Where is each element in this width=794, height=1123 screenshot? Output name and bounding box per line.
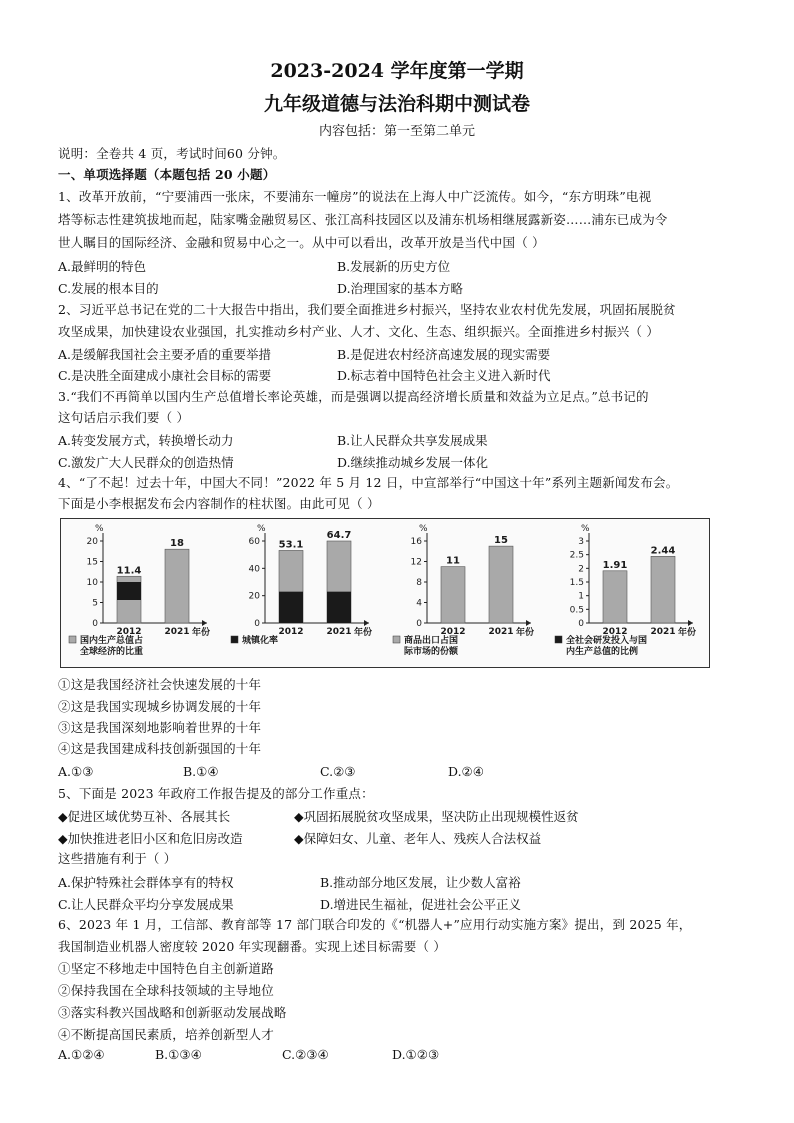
chart-1-ytick-label: 20 [86,537,98,547]
chart-2-category-2021: 2021 [326,627,352,637]
q1-option-b: B.发展新的历史方位 [337,259,451,274]
chart-2-dark-segment-2021 [327,592,351,623]
q1-line-3: 世人瞩目的国际经济、金融和贸易中心之一。从中可以看出，改革开放是当代中国（ ） [58,235,545,250]
q4-statement-4: ④这是我国建成科技创新强国的十年 [58,741,262,756]
chart-2-x-arrow [364,620,369,626]
chart-2-ytick-label: 60 [248,537,260,547]
chart-3-legend-text: 际市场的份额 [404,647,459,657]
chart-3-ytick-label: 8 [416,578,422,588]
chart-3-x-arrow [526,620,531,626]
chart-4-ytick-label: 1 [578,591,584,602]
chart-1-ytick-label: 5 [92,598,98,609]
chart-4-legend-swatch [555,636,562,643]
chart-4-data-label-2012: 1.91 [602,559,628,571]
q1-option-c: C.发展的根本目的 [58,281,159,296]
q5-option-c: C.让人民群众平均分享发展成果 [58,897,234,912]
q1-option-a: A.最鲜明的特色 [58,259,147,274]
chart-4-ytick-label: 0 [578,619,584,629]
exam-title: 九年级道德与法治科期中测试卷 [263,93,530,115]
q4-option-c: C.②③ [320,764,356,779]
chart-1-category-2021: 2021 [164,627,190,637]
chart-1-data-label-2021: 18 [170,538,184,550]
chart-2-xlabel: 年份 [353,628,373,638]
chart-3-legend-text: 商品出口占国 [404,636,459,646]
chart-1-category-2012: 2012 [116,627,142,637]
chart-3-ytick-label: 12 [410,557,422,568]
chart-1-ytick-label: 15 [86,557,98,568]
chart-3-data-label-2012: 11 [446,555,460,567]
chart-1-legend-text: 国内生产总值占 [80,636,144,646]
chart-4-ytick-label: 3 [578,537,584,547]
q2-line-1: 2、习近平总书记在党的二十大报告中指出，我们要全面推进乡村振兴，坚持农业农村优先发展，巩固拓展脱贫 [58,302,676,317]
chart-3-unit-label: % [419,524,428,534]
chart-2-unit-label: % [257,524,266,534]
q6-option-b: B.①③④ [155,1047,202,1062]
chart-4-legend-text: 全社会研发投入与国 [566,636,648,646]
q5-bullet-4: ◆保障妇女、儿童、老年人、残疾人合法权益 [294,831,542,846]
q6-statement-4: ④不断提高国民素质，培养创新型人才 [58,1027,274,1042]
chart-2-ytick-label: 20 [248,591,260,602]
q6-option-c: C.②③④ [282,1047,329,1062]
chart-4-legend-text: 内生产总值的比例 [566,647,639,657]
q5-intro: 5、下面是 2023 年政府工作报告提及的部分工作重点： [58,786,374,801]
chart-2-ytick-label: 0 [254,619,260,629]
q5-option-b: B.推动部分地区发展，让少数人富裕 [320,875,521,890]
q4-statement-3: ③这是我国深刻地影响着世界的十年 [58,720,262,735]
instructions: 说明：全卷共 4 页，考试时间60 分钟。 [58,146,286,161]
chart-4-data-label-2021: 2.44 [650,545,676,557]
section-title: 一、单项选择题（本题包括 20 小题） [58,167,276,182]
chart-4-x-arrow [688,620,693,626]
q4-option-a: A.①③ [58,764,94,779]
chart-4-ytick-label: 2.5 [569,550,584,561]
q3-line-2: 这句话启示我们要（ ） [58,410,190,425]
chart-2-dark-segment-2012 [279,592,303,623]
chart-2-legend-text: 城镇化率 [242,636,279,646]
q4-bar-chart-figure [60,518,710,668]
q4-statement-1: ①这是我国经济社会快速发展的十年 [58,677,262,692]
q3-option-c: C.激发广大人民群众的创造热情 [58,455,234,470]
exam-subtitle: 内容包括：第一至第二单元 [318,124,475,139]
q5-bullet-2: ◆巩固拓展脱贫攻坚成果，坚决防止出现规模性返贫 [294,809,579,824]
chart-4-category-2012: 2012 [602,627,628,637]
q1-line-2: 塔等标志性建筑拔地而起，陆家嘴金融贸易区、张江高科技园区以及浦东机场相继展露新姿……浦东已成为令 [58,212,668,227]
q1-line-1: 1、改革开放前，“宁要浦西一张床，不要浦东一幢房”的说法在上海人中广泛流传。如今，“东方明珠”电视 [58,189,652,204]
q3-option-b: B.让人民群众共享发展成果 [337,433,488,448]
chart-3-ytick-label: 16 [410,537,422,547]
chart-4-bar-2012 [603,571,627,623]
q3-option-a: A.转变发展方式，转换增长动力 [58,433,234,448]
chart-1-ytick-label: 0 [92,619,98,629]
q6-line-2: 我国制造业机器人密度较 2020 年实现翻番。实现上述目标需要（ ） [58,939,447,954]
q6-statement-1: ①坚定不移地走中国特色自主创新道路 [58,961,274,976]
q5-bullet-3: ◆加快推进老旧小区和危旧房改造 [58,831,243,846]
q4-option-d: D.②④ [448,764,484,779]
q4-option-b: B.①④ [183,764,219,779]
chart-1-xlabel: 年份 [191,628,211,638]
chart-1-x-arrow [202,620,207,626]
chart-4-ytick-label: 1.5 [569,578,584,588]
q4-charts-svg [61,519,709,667]
chart-2-data-label-2012: 53.1 [278,539,304,551]
chart-3-category-2021: 2021 [488,627,514,637]
q6-statement-2: ②保持我国在全球科技领域的主导地位 [58,983,274,998]
chart-4-xlabel: 年份 [677,628,697,638]
chart-2-data-label-2021: 64.7 [326,530,352,541]
chart-3-ytick-label: 0 [416,619,422,629]
chart-2-legend-swatch [231,636,238,643]
chart-1-ytick-label: 10 [86,578,98,588]
chart-1-legend-text: 全球经济的比重 [80,647,144,657]
q5-question: 这些措施有利于（ ） [58,851,177,866]
q6-option-d: D.①②③ [392,1047,440,1062]
q2-line-2: 攻坚成果，加快建设农业强国，扎实推动乡村产业、人才、文化、生态、组织振兴。全面推进乡村振兴（ ） [58,324,660,339]
chart-1-unit-label: % [95,524,104,534]
q2-option-c: C.是决胜全面建成小康社会目标的需要 [58,368,272,383]
q4-line-2: 下面是小李根据发布会内容制作的柱状图。由此可见（ ） [58,496,380,511]
exam-year-title: 2023-2024 学年度第一学期 [270,60,524,82]
chart-3-legend-swatch [393,636,400,643]
chart-3-category-2012: 2012 [440,627,466,637]
chart-4-unit-label: % [581,524,590,534]
chart-1-data-label-2012: 11.4 [116,565,142,577]
q1-option-d: D.治理国家的基本方略 [337,281,464,296]
q4-statement-2: ②这是我国实现城乡协调发展的十年 [58,699,262,714]
chart-2-category-2012: 2012 [278,627,304,637]
chart-3-data-label-2021: 15 [494,535,508,547]
chart-1-dark-segment-2012 [117,582,141,600]
q6-statement-3: ③落实科教兴国战略和创新驱动发展战略 [58,1005,287,1020]
q5-option-d: D.增进民生福祉，促进社会公平正义 [320,897,522,912]
q6-option-a: A.①②④ [58,1047,105,1062]
chart-3-bar-2021 [489,546,513,623]
q5-option-a: A.保护特殊社会群体享有的特权 [58,875,234,890]
chart-2-ytick-label: 40 [248,564,260,575]
chart-4-ytick-label: 2 [578,564,584,575]
chart-3-xlabel: 年份 [515,628,535,638]
chart-3-ytick-label: 4 [416,598,422,609]
q2-option-b: B.是促进农村经济高速发展的现实需要 [337,347,551,362]
q5-bullet-1: ◆促进区域优势互补、各展其长 [58,809,231,824]
q6-line-1: 6、2023 年 1 月，工信部、教育部等 17 部门联合印发的《“机器人+”应用行动实施方案》提出，到 2025 年， [58,917,692,932]
q2-option-a: A.是缓解我国社会主要矛盾的重要举措 [58,347,272,362]
chart-4-category-2021: 2021 [650,627,676,637]
chart-3-bar-2012 [441,567,465,623]
chart-4-bar-2021 [651,556,675,623]
q3-line-1: 3.“我们不再简单以国内生产总值增长率论英雄，而是强调以提高经济增长质量和效益为立足点。”总书记的 [58,389,649,404]
chart-1-bar-2021 [165,549,189,623]
chart-1-legend-swatch [69,636,76,643]
q4-line-1: 4、“了不起！过去十年，中国大不同！”2022 年 5 月 12 日，中宣部举行“中国这十年”系列主题新闻发布会。 [58,475,679,490]
q3-option-d: D.继续推动城乡发展一体化 [337,455,489,470]
chart-4-ytick-label: 0.5 [569,605,584,616]
q2-option-d: D.标志着中国特色社会主义进入新时代 [337,368,551,383]
